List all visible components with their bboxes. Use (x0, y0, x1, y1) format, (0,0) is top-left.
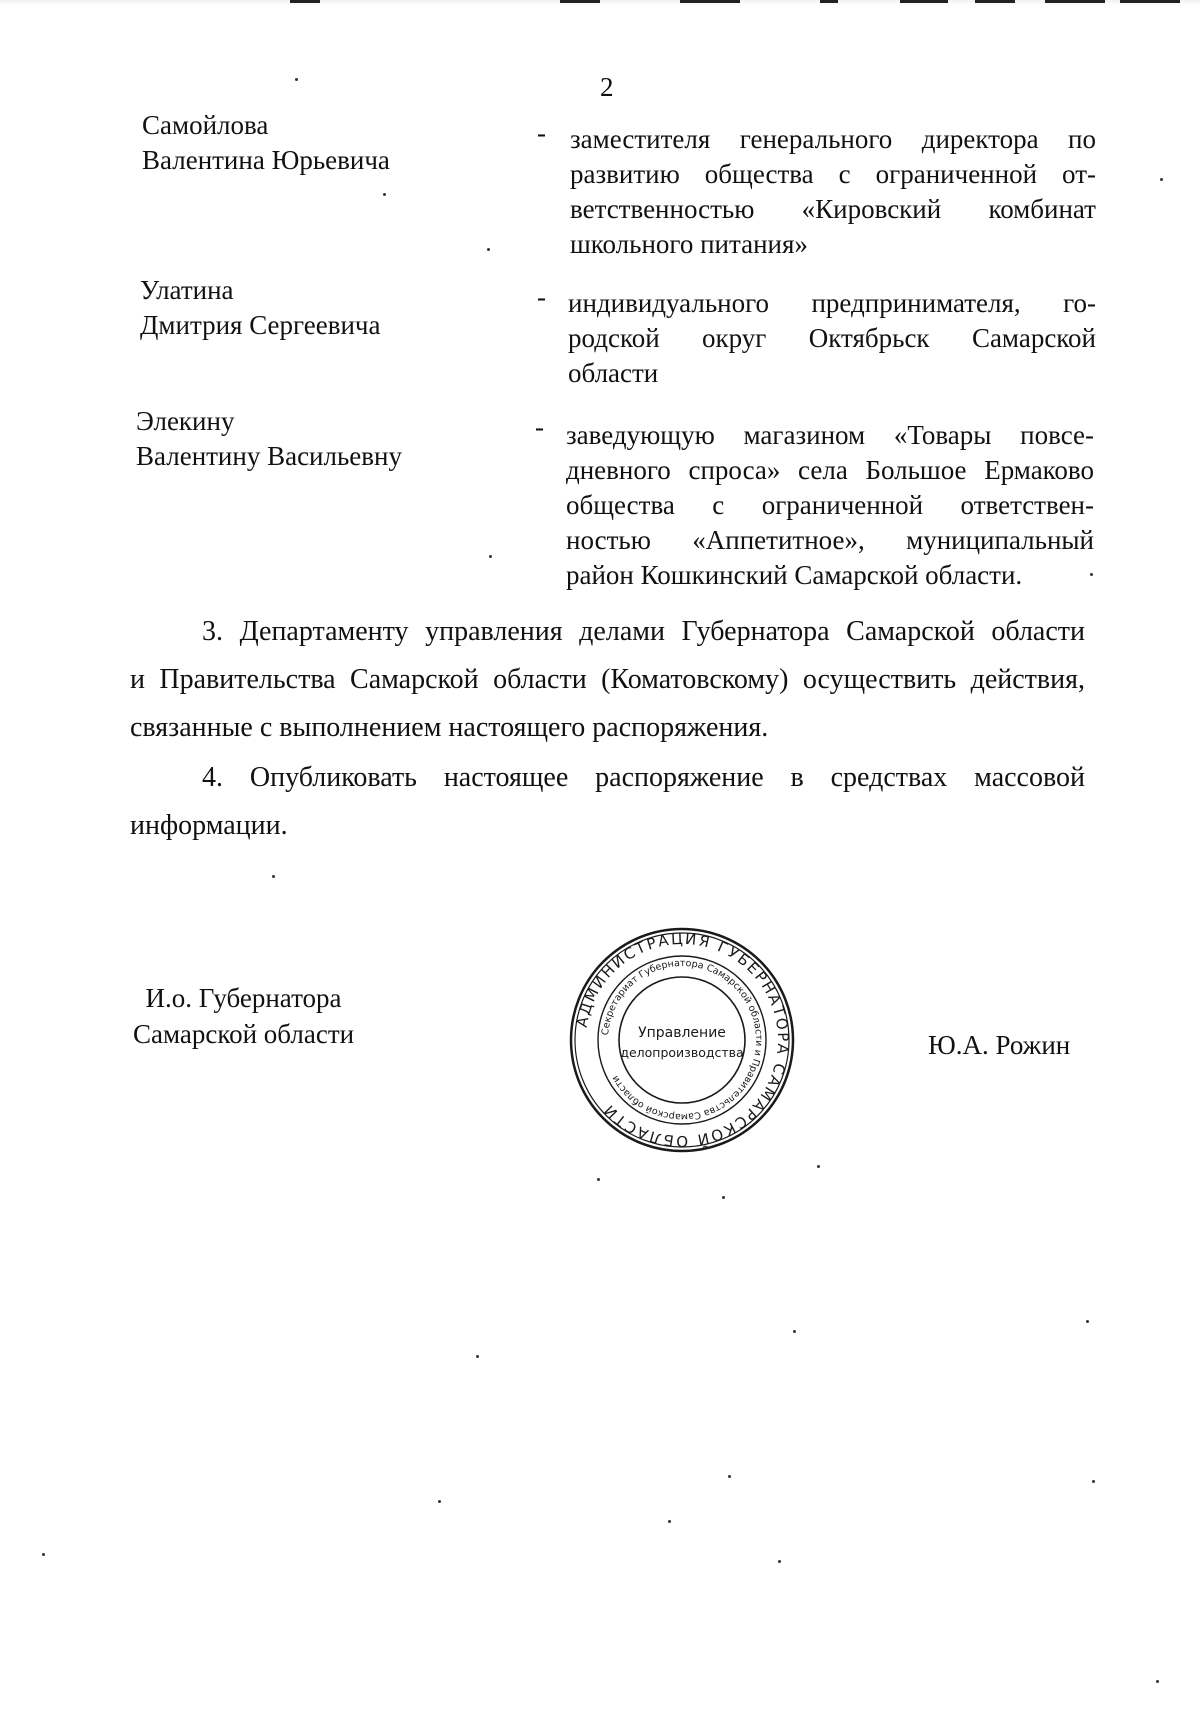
position-line: области (568, 358, 659, 388)
paragraph-4 (130, 754, 1085, 850)
scan-speck (1086, 1320, 1089, 1323)
scan-speck (597, 1178, 600, 1181)
appointee-given-names: Дмитрия Сергеевича (140, 310, 381, 340)
scan-speck (728, 1475, 731, 1478)
scan-artifact (560, 0, 600, 3)
page-number: 2 (600, 72, 614, 102)
appointee-given-names: Валентину Васильевну (136, 441, 402, 471)
appointee-name (136, 404, 402, 474)
scan-speck (272, 875, 275, 878)
paragraph-line: 3. Департаменту управления делами Губернатора Самарской области (202, 616, 1085, 647)
scan-artifact (1120, 0, 1180, 3)
scan-speck (1156, 1680, 1159, 1683)
appointee-surname: Самойлова (142, 110, 269, 140)
scan-speck (383, 193, 386, 196)
scan-speck (817, 1165, 820, 1168)
scan-speck (487, 248, 490, 251)
official-seal (567, 925, 797, 1155)
appointee-given-names: Валентина Юрьевича (142, 145, 390, 175)
scan-speck (489, 555, 492, 558)
scan-artifact (975, 0, 1015, 3)
signatory-name: Ю.А. Рожин (928, 1030, 1071, 1060)
position-line: индивидуального предпринимателя, го- (568, 288, 1096, 318)
scan-speck (1160, 178, 1163, 181)
seal-center-line1: Управление (638, 1025, 726, 1041)
position-line: школьного питания» (570, 229, 808, 259)
scan-speck (1092, 1480, 1095, 1483)
appointee-surname: Элекину (136, 406, 235, 436)
appointee-position (566, 418, 1094, 593)
scan-artifact (900, 0, 948, 3)
position-line: общества с ограниченной ответствен- (566, 490, 1094, 520)
scan-speck (295, 78, 298, 81)
paragraph-line: информации. (130, 810, 288, 841)
appointee-surname: Улатина (140, 275, 234, 305)
position-line: родской округ Октябрьск Самарской (568, 323, 1096, 353)
scan-speck (438, 1500, 441, 1503)
scan-artifact (1045, 0, 1105, 3)
list-dash: - (535, 412, 544, 442)
appointee-position (568, 286, 1096, 391)
list-dash: - (537, 282, 546, 312)
position-line: ностью «Аппетитное», муниципальный (566, 525, 1094, 555)
appointee-name (140, 273, 380, 343)
position-line: заведующую магазином «Товары повсе- (566, 420, 1094, 450)
position-line: дневного спроса» села Большое Ермаково (566, 455, 1094, 485)
scan-speck (793, 1330, 796, 1333)
position-line: район Кошкинский Самарской области. (566, 560, 1023, 590)
scan-speck (722, 1196, 725, 1199)
seal-stamp-icon (567, 925, 797, 1155)
signatory-title (133, 980, 354, 1052)
scan-speck (778, 1560, 781, 1563)
appointee-position (570, 122, 1096, 262)
scan-speck (668, 1520, 671, 1523)
appointee-name (142, 108, 390, 178)
scan-speck (42, 1553, 45, 1556)
position-line: развитию общества с ограниченной от- (570, 159, 1096, 189)
paragraph-line: и Правительства Самарской области (Коматовскому) осуществить действия, (130, 664, 1085, 695)
position-line: заместителя генерального директора по (570, 124, 1096, 154)
scan-artifact (820, 0, 838, 3)
scan-speck (476, 1355, 479, 1358)
seal-center-line2: делопроизводства (620, 1045, 744, 1060)
signatory-title-line: И.о. Губернатора (145, 983, 342, 1013)
position-line: ветственностью «Кировский комбинат (570, 194, 1096, 224)
scan-artifact (290, 0, 320, 3)
seal-inner-text: Секретариат Губернатора Самарской области и Правительства Самарской области (600, 957, 765, 1123)
list-dash: - (537, 118, 546, 148)
paragraph-3 (130, 608, 1085, 752)
scan-top-edge (0, 0, 1200, 6)
paragraph-line: связанные с выполнением настоящего распоряжения. (130, 712, 769, 743)
scan-artifact (680, 0, 740, 3)
signatory-title-line: Самарской области (133, 1019, 355, 1049)
seal-outer-text: АДМИНИСТРАЦИЯ ГУБЕРНАТОРА САМАРСКОЙ ОБЛАСТИ (572, 929, 793, 1151)
paragraph-line: 4. Опубликовать настоящее распоряжение в средствах массовой (202, 762, 1085, 793)
